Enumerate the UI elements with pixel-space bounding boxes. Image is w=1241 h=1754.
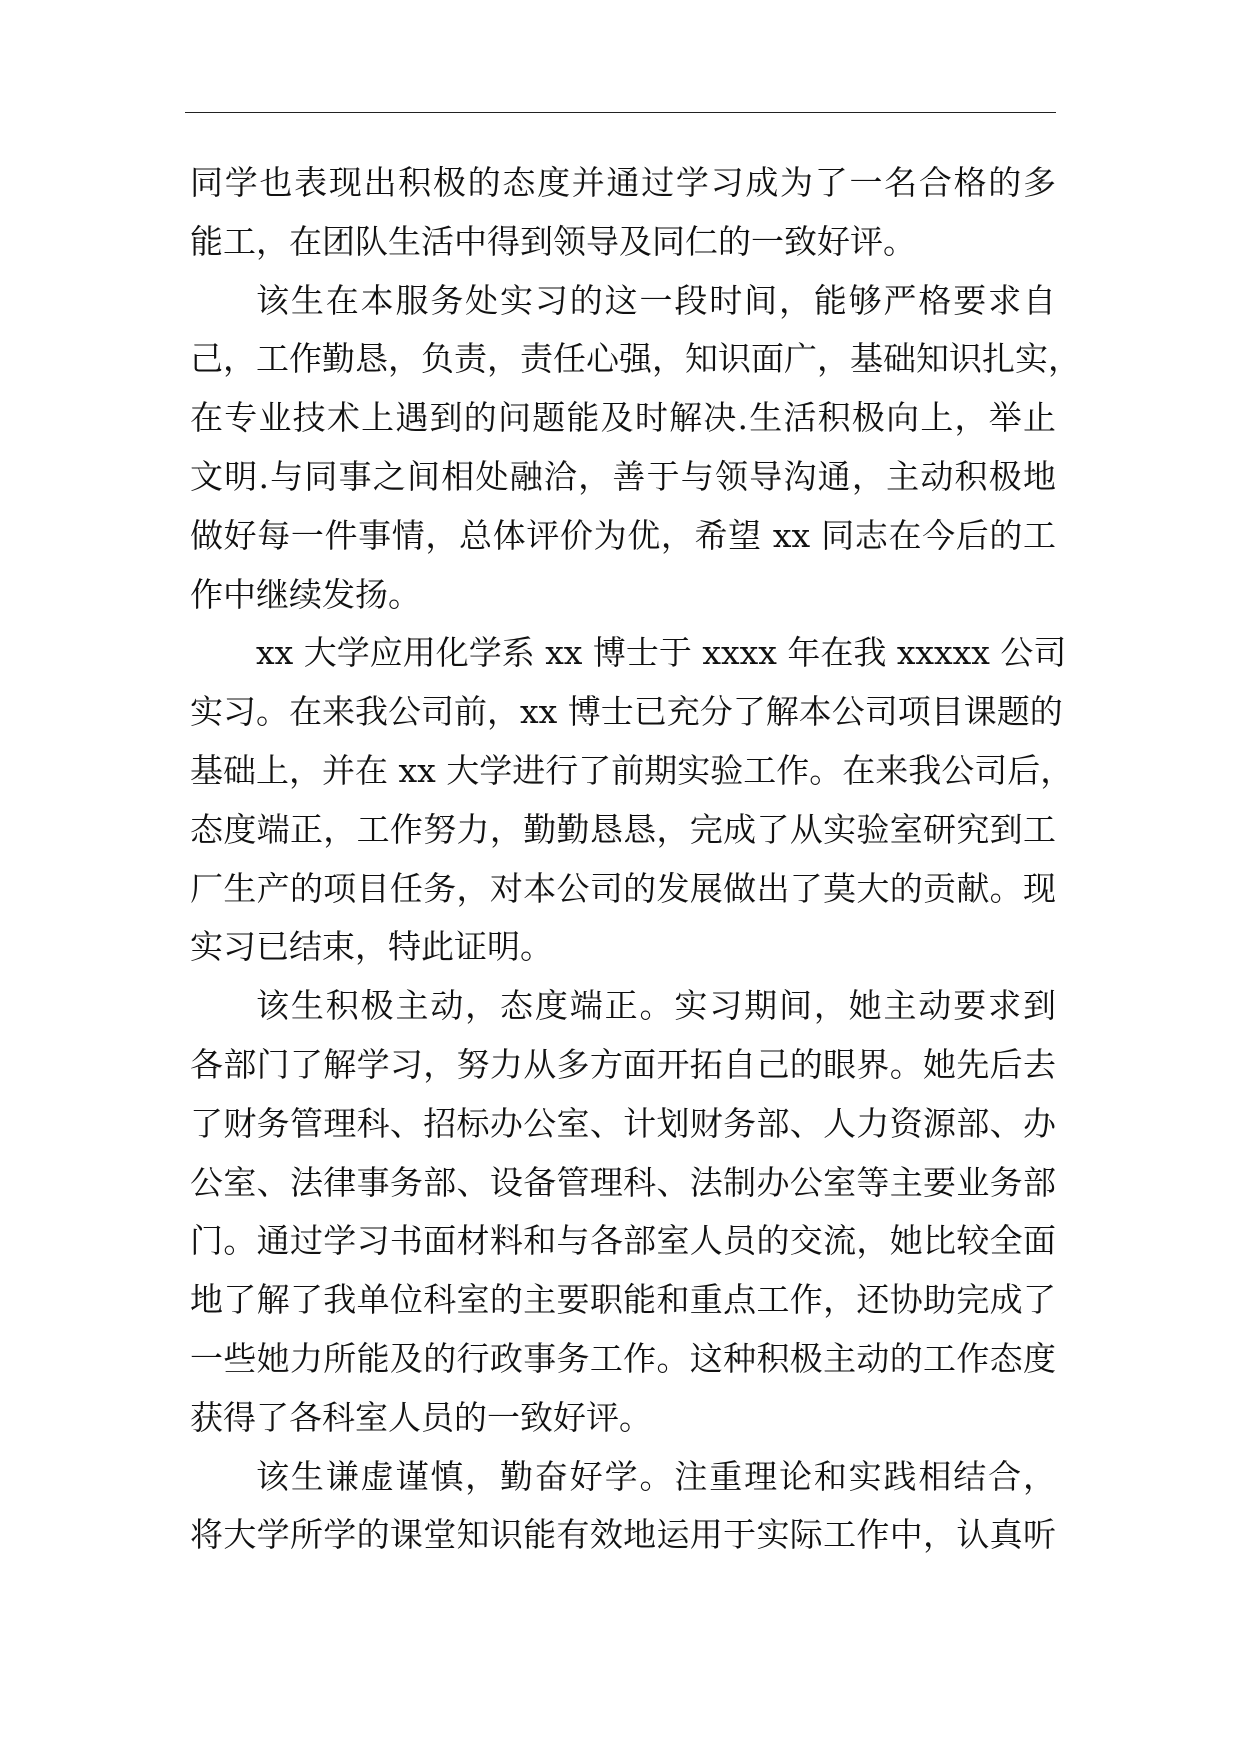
text-line: 做好每一件事情，总体评价为优，希望 xx 同志在今后的工: [190, 515, 1056, 555]
text-line: 同学也表现出积极的态度并通过学习成为了一名合格的多: [190, 163, 1056, 202]
paragraph: [190, 154, 1056, 272]
text-line: 在专业技术上遇到的问题能及时解决.生活积极向上，举止: [190, 398, 1056, 438]
text-line: 实习。在来我公司前，xx 博士已充分了解本公司项目课题的: [190, 692, 1063, 732]
paragraph: [190, 977, 1056, 1447]
document-body: [190, 154, 1081, 1565]
text-line: 该生在本服务处实习的这一段时间，能够严格要求自: [256, 280, 1056, 320]
text-line: 态度端正，工作努力，勤勤恳恳，完成了从实验室研究到工: [190, 809, 1056, 849]
text-line: 基础上，并在 xx 大学进行了前期实验工作。在来我公司后，: [190, 750, 1074, 790]
text-line: 该生谦虚谨慎，勤奋好学。注重理论和实践相结合，: [256, 1456, 1056, 1496]
text-line: 一些她力所能及的行政事务工作。这种积极主动的工作态度: [190, 1338, 1056, 1378]
text-line: 实习已结束，特此证明。: [190, 927, 553, 967]
text-line: 己，工作勤恳，负责，责任心强，知识面广，基础知识扎实，: [190, 339, 1081, 379]
text-line: 厂生产的项目任务，对本公司的发展做出了莫大的贡献。现: [190, 868, 1056, 908]
text-line: xx 大学应用化学系 xx 博士于 xxxx 年在我 xxxxx 公司: [256, 633, 1067, 673]
text-line: 地了解了我单位科室的主要职能和重点工作，还协助完成了: [190, 1280, 1056, 1320]
text-line: 将大学所学的课堂知识能有效地运用于实际工作中，认真听: [190, 1515, 1056, 1555]
text-line: 该生积极主动，态度端正。实习期间，她主动要求到: [256, 986, 1056, 1026]
text-line: 各部门了解学习，努力从多方面开拓自己的眼界。她先后去: [190, 1044, 1056, 1084]
header-rule: [185, 112, 1056, 113]
text-line: 能工，在团队生活中得到领导及同仁的一致好评。: [190, 221, 916, 261]
text-line: 作中继续发扬。: [190, 574, 421, 614]
text-line: 文明.与同事之间相处融洽，善于与领导沟通，主动积极地: [190, 456, 1056, 496]
paragraph: [190, 272, 1081, 625]
paragraph: [190, 624, 1074, 977]
text-line: 获得了各科室人员的一致好评。: [190, 1397, 652, 1437]
paragraph: [190, 1448, 1056, 1566]
text-line: 门。通过学习书面材料和与各部室人员的交流，她比较全面: [190, 1221, 1056, 1261]
text-line: 公室、法律事务部、设备管理科、法制办公室等主要业务部: [190, 1162, 1056, 1202]
text-line: 了财务管理科、招标办公室、计划财务部、人力资源部、办: [190, 1103, 1056, 1143]
